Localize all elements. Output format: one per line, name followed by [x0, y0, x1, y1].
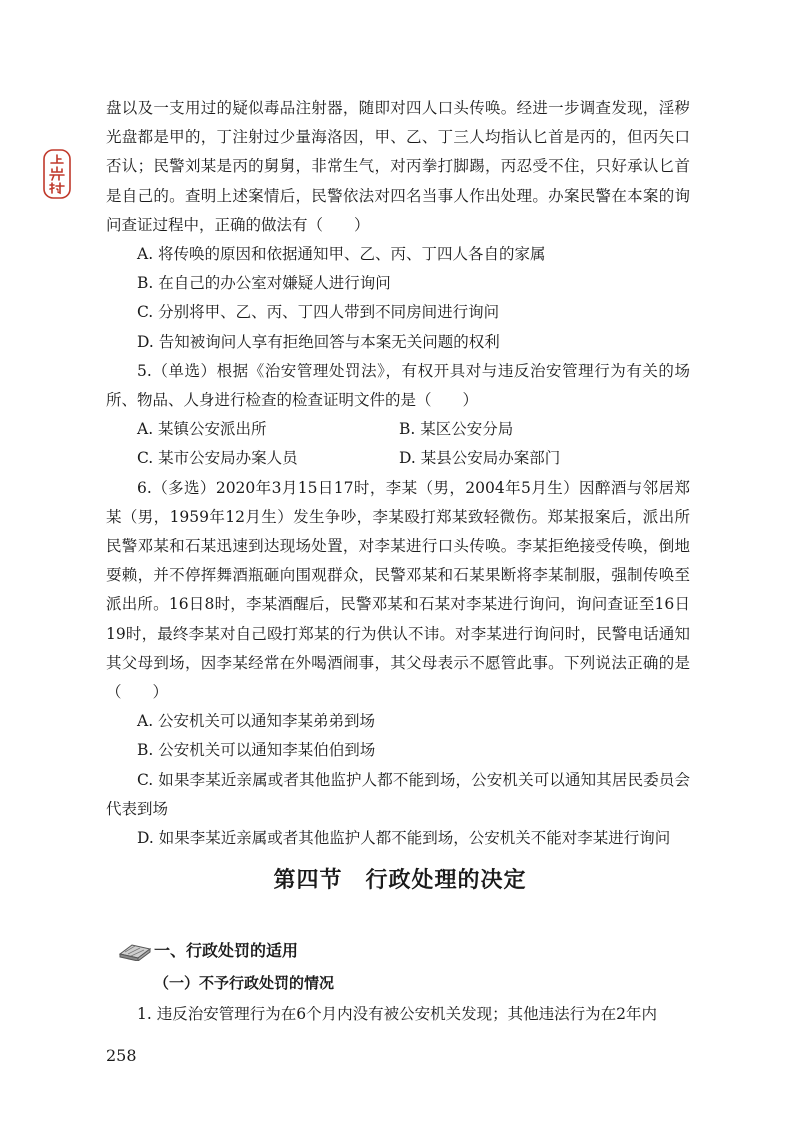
q5-options-row-2: [106, 444, 690, 473]
seal-stamp: [42, 148, 72, 200]
q6-option-a: A. 公安机关可以通知李某弟弟到场: [137, 712, 376, 731]
body-last-line: 1. 违反治安管理行为在6个月内没有被公安机关发现；其他违法行为在2年内: [137, 1005, 657, 1023]
q4-option-a: A. 将传唤的原因和依据通知甲、乙、丙、丁四人各自的家属: [137, 245, 546, 264]
seal-icon: [42, 148, 72, 200]
q6-stem: 6.（多选）2020年3月15日17时，李某（男，2004年5月生）因醉酒与邻居郑某（男，1959年12月生）发生争吵，李某殴打郑某致轻微伤。郑某报案后，派出所民警邓某和石某迅速到达现场处置，对李某进行口头传唤。李某拒绝接受传唤，倒地耍赖，并不停挥舞酒瓶砸向围观群众，民警邓某和石某果断将李某制服，强制传唤至派出所。16日8时，李某酒醒后，民警邓某和石某对李某进行询问，询问查证至16日19时，最终李某对自己殴打郑某的行为供认不讳。对李某进行询问时，民警电话通知其父母到场，因李某经常在外喝酒闹事，其父母表示不愿管此事。下列说法正确的是（ ）: [106, 478, 690, 702]
q5-option-a: A. 某镇公安派出所: [137, 420, 267, 439]
section-title: 第四节 行政处理的决定: [273, 867, 527, 893]
heading-level-1: [118, 938, 298, 961]
q6-option-c: C. 如果李某近亲属或者其他监护人都不能到场，公安机关可以通知其居民委员会代表到场: [106, 770, 690, 818]
q5-option-c: C. 某市公安局办案人员: [137, 449, 298, 468]
main-text: [106, 94, 690, 853]
q5-options-row-1: [106, 415, 690, 444]
q4-stem-paragraph: 盘以及一支用过的疑似毒品注射器，随即对四人口头传唤。经进一步调查发现，淫秽光盘都是甲的，丁注射过少量海洛因，甲、乙、丁三人均指认匕首是丙的，但丙矢口否认；民警刘某是丙的舅舅，非常生气，对丙拳打脚踢，丙忍受不住，只好承认匕首是自己的。查明上述案情后，民警依法对四名当事人作出处理。办案民警在本案的询问查证过程中，正确的做法有（ ）: [106, 99, 690, 234]
q4-option-d: D. 告知被询问人享有拒绝回答与本案无关问题的权利: [137, 332, 500, 351]
q6-option-b: B. 公安机关可以通知李某伯伯到场: [137, 741, 376, 760]
q4-option-b: B. 在自己的办公室对嫌疑人进行询问: [137, 274, 391, 293]
q5-stem: 5.（单选）根据《治安管理处罚法》，有权开具对与违反治安管理行为有关的场所、物品、人身进行检查的检查证明文件的是（ ）: [106, 361, 690, 410]
q6-option-d: D. 如果李某近亲属或者其他监护人都不能到场，公安机关不能对李某进行询问: [137, 829, 671, 848]
q4-option-c: C. 分别将甲、乙、丙、丁四人带到不同房间进行询问: [137, 303, 500, 322]
book-icon: [118, 939, 152, 961]
heading-level-2: （一）不予行政处罚的情况: [154, 974, 335, 992]
heading-level-1-text: 一、行政处罚的适用: [154, 941, 299, 960]
q5-option-b: B. 某区公安分局: [399, 420, 514, 439]
q5-option-d: D. 某县公安局办案部门: [399, 449, 561, 468]
page-number: 258: [106, 1046, 137, 1065]
